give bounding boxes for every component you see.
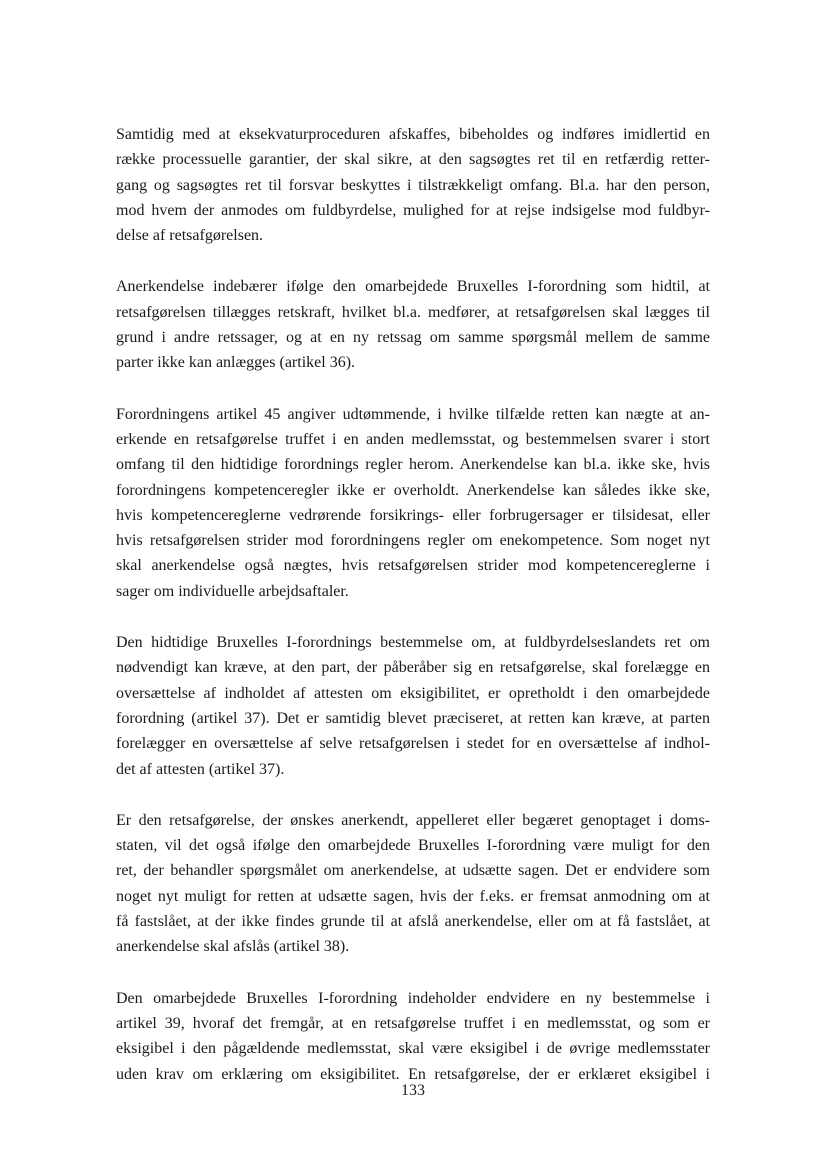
body-text: [116, 122, 710, 1113]
text-line: mod hvem der anmodes om fuldbyrdelse, mulighed for at rejse indsigelse mod fuldbyr-: [116, 201, 710, 219]
text-line: Anerkendelse indebærer ifølge den omarbejdede Bruxelles I-forordning som hidtil, at: [116, 278, 710, 296]
text-line: omfang til den hidtidige forordnings regler herom. Anerkendelse kan bl.a. ikke ske, hvis: [116, 456, 710, 474]
text-line: artikel 39, hvoraf det fremgår, at en retsafgørelse truffet i en medlemsstat, og som er: [116, 1014, 710, 1032]
text-line: ret, der behandler spørgsmålet om anerkendelse, at udsætte sagen. Det er endvidere som: [116, 862, 710, 880]
text-line: Den omarbejdede Bruxelles I-forordning indeholder endvidere en ny bestemmelse i: [116, 989, 710, 1007]
text-line: Den hidtidige Bruxelles I-forordnings bestemmelse om, at fuldbyrdelseslandets ret om: [116, 634, 710, 652]
text-line: hvis retsafgørelsen strider mod forordningens regler om enekompetence. Som noget nyt: [116, 532, 710, 550]
text-line: erkende en retsafgørelse truffet i en anden medlemsstat, og bestemmelsen svarer i stort: [116, 430, 710, 448]
text-line: nødvendigt kan kræve, at den part, der påberåber sig en retsafgørelse, skal forelægge en: [116, 659, 710, 677]
text-line: sager om individuelle arbejdsaftaler.: [116, 582, 349, 600]
paragraph-2: [116, 274, 710, 375]
paragraph-5: [116, 808, 710, 960]
text-line: noget nyt muligt for retten at udsætte sagen, hvis der f.eks. er fremsat anmodning om at: [116, 887, 710, 905]
text-line: parter ikke kan anlægges (artikel 36).: [116, 354, 356, 372]
paragraph-4: [116, 630, 710, 782]
page-number: 133: [401, 1082, 425, 1099]
paragraph-1: [116, 122, 710, 248]
text-line: skal anerkendelse også nægtes, hvis retsafgørelsen strider mod kompetencereglerne i: [116, 557, 710, 575]
text-line: Er den retsafgørelse, der ønskes anerkendt, appelleret eller begæret genoptaget i doms-: [116, 811, 710, 829]
text-line: delse af retsafgørelsen.: [116, 227, 264, 245]
text-line: det af attesten (artikel 37).: [116, 760, 285, 778]
text-line: staten, vil det også ifølge den omarbejdede Bruxelles I-forordning være muligt for den: [116, 837, 710, 855]
text-line: anerkendelse skal afslås (artikel 38).: [116, 938, 350, 956]
paragraph-3: [116, 402, 710, 604]
text-line: Forordningens artikel 45 angiver udtømmende, i hvilke tilfælde retten kan nægte at an-: [116, 405, 710, 423]
text-line: Samtidig med at eksekvaturproceduren afskaffes, bibeholdes og indføres imidlertid en: [116, 126, 710, 143]
text-line: retsafgørelsen tillægges retskraft, hvilket bl.a. medfører, at retsafgørelsen skal lægges til: [116, 303, 710, 321]
text-line: forordning (artikel 37). Det er samtidig blevet præciseret, at retten kan kræve, at parten: [116, 709, 710, 727]
text-line: eksigibel i den pågældende medlemsstat, skal være eksigibel i de øvrige medlemsstater: [116, 1040, 710, 1058]
text-line: gang og sagsøgtes ret til forsvar beskyttes i tilstrækkeligt omfang. Bl.a. har den person,: [116, 176, 710, 194]
text-line: forordningens kompetenceregler ikke er overholdt. Anerkendelse kan således ikke ske,: [116, 481, 710, 499]
text-line: oversættelse af indholdet af attesten om eksigibilitet, er opretholdt i den omarbejdede: [116, 684, 710, 702]
text-line: række processuelle garantier, der skal sikre, at den sagsøgtes ret til en retfærdig retter-: [116, 151, 710, 169]
text-line: forelægger en oversættelse af selve retsafgørelsen i stedet for en oversættelse af indhol-: [116, 735, 710, 753]
text-line: hvis kompetencereglerne vedrørende forsikrings- eller forbrugersager er tilsidesat, eller: [116, 506, 710, 524]
paragraph-6: [116, 986, 710, 1087]
text-line: få fastslået, at der ikke findes grunde til at afslå anerkendelse, eller om at få fastslået, at: [116, 913, 710, 931]
text-line: uden krav om erklæring om eksigibilitet. En retsafgørelse, der er erklæret eksigibel i: [116, 1065, 710, 1083]
text-line: grund i andre retssager, og at en ny retssag om samme spørgsmål mellem de samme: [116, 329, 710, 347]
